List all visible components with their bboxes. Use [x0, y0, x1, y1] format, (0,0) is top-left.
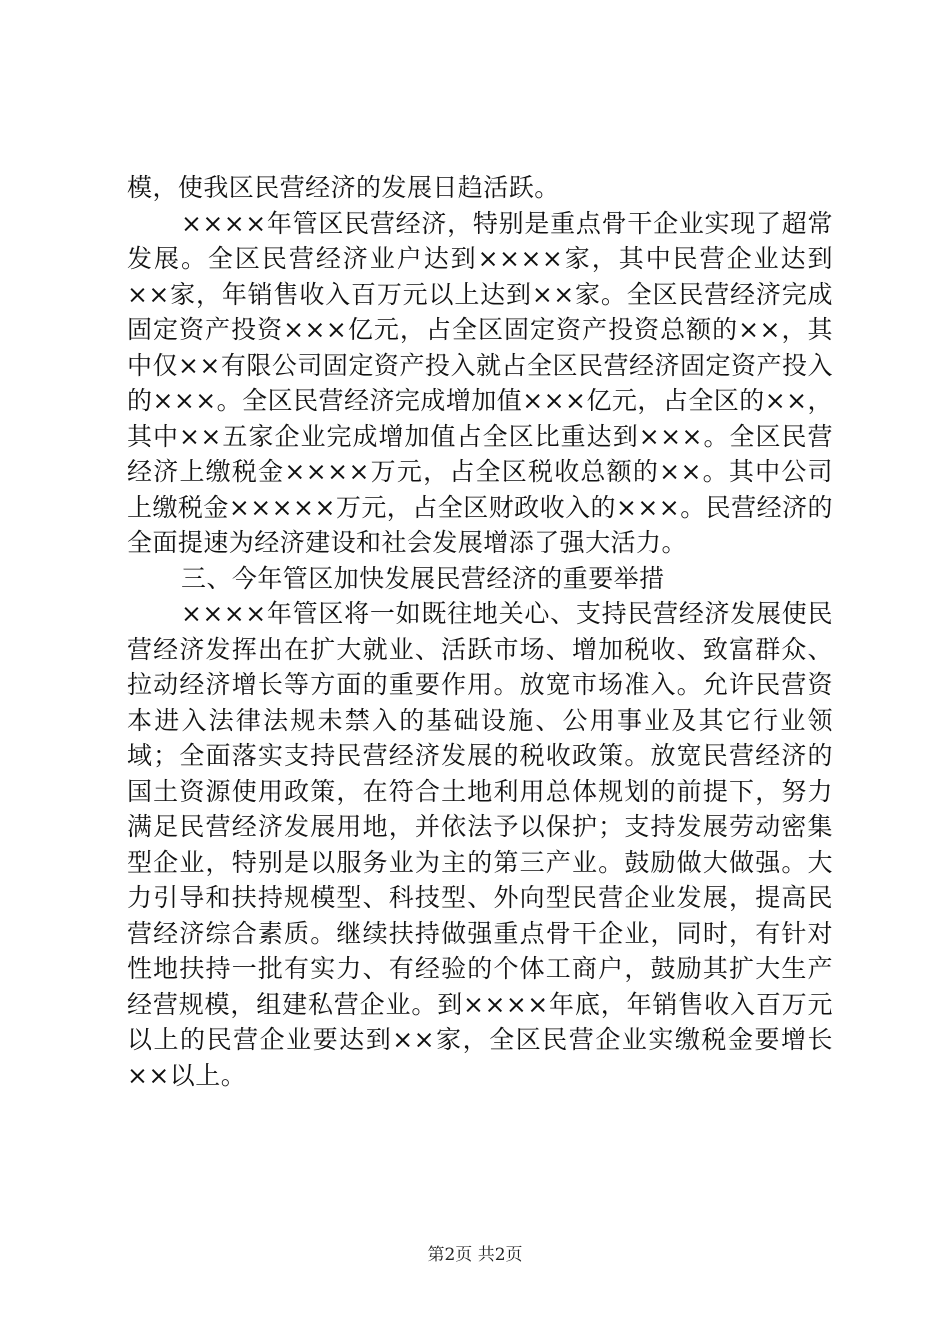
paragraph-development-summary: ××××年管区民营经济，特别是重点骨干企业实现了超常发展。全区民营经济业户达到××××家，其中民营企业达到××家，年销售收入百万元以上达到××家。全区民营经济完成固定资产投资×××亿元，占全区固定资产投资总额的××，其中仅××有限公司固定资产投入就占全区民营经济固定资产投入的×××。全区民营经济完成增加值×××亿元，占全区的××，其中××五家企业完成增加值占全区比重达到×××。全区民营经济上缴税金××××万元，占全区税收总额的××。其中公司上缴税金×××××万元，占全区财政收入的×××。民营经济的全面提速为经济建设和社会发展增添了强大活力。: [127, 208, 833, 557]
paragraph-measures: ××××年管区将一如既往地关心、支持民营经济发展使民营经济发挥出在扩大就业、活跃市场、增加税收、致富群众、拉动经济增长等方面的重要作用。放宽市场准入。允许民营资本进入法律法规未禁入的基础设施、公用事业及其它行业领域；全面落实支持民营经济发展的税收政策。放宽民营经济的国土资源使用政策，在符合土地利用总体规划的前提下，努力满足民营经济发展用地，并依法予以保护；支持发展劳动密集型企业，特别是以服务业为主的第三产业。鼓励做大做强。大力引导和扶持规模型、科技型、外向型民营企业发展，提高民营经济综合素质。继续扶持做强重点骨干企业，同时，有针对性地扶持一批有实力、有经验的个体工商户，鼓励其扩大生产经营规模，组建私营企业。到××××年底，年销售收入百万元以上的民营企业要达到××家，全区民营企业实缴税金要增长××以上。: [127, 599, 833, 1090]
section-heading-measures: 三、今年管区加快发展民营经济的重要举措: [181, 563, 665, 593]
page-number-footer: 第2页 共2页: [427, 1245, 523, 1265]
paragraph-continuation: 模，使我区民营经济的发展日趋活跃。: [127, 173, 560, 202]
document-body: [127, 170, 833, 1093]
